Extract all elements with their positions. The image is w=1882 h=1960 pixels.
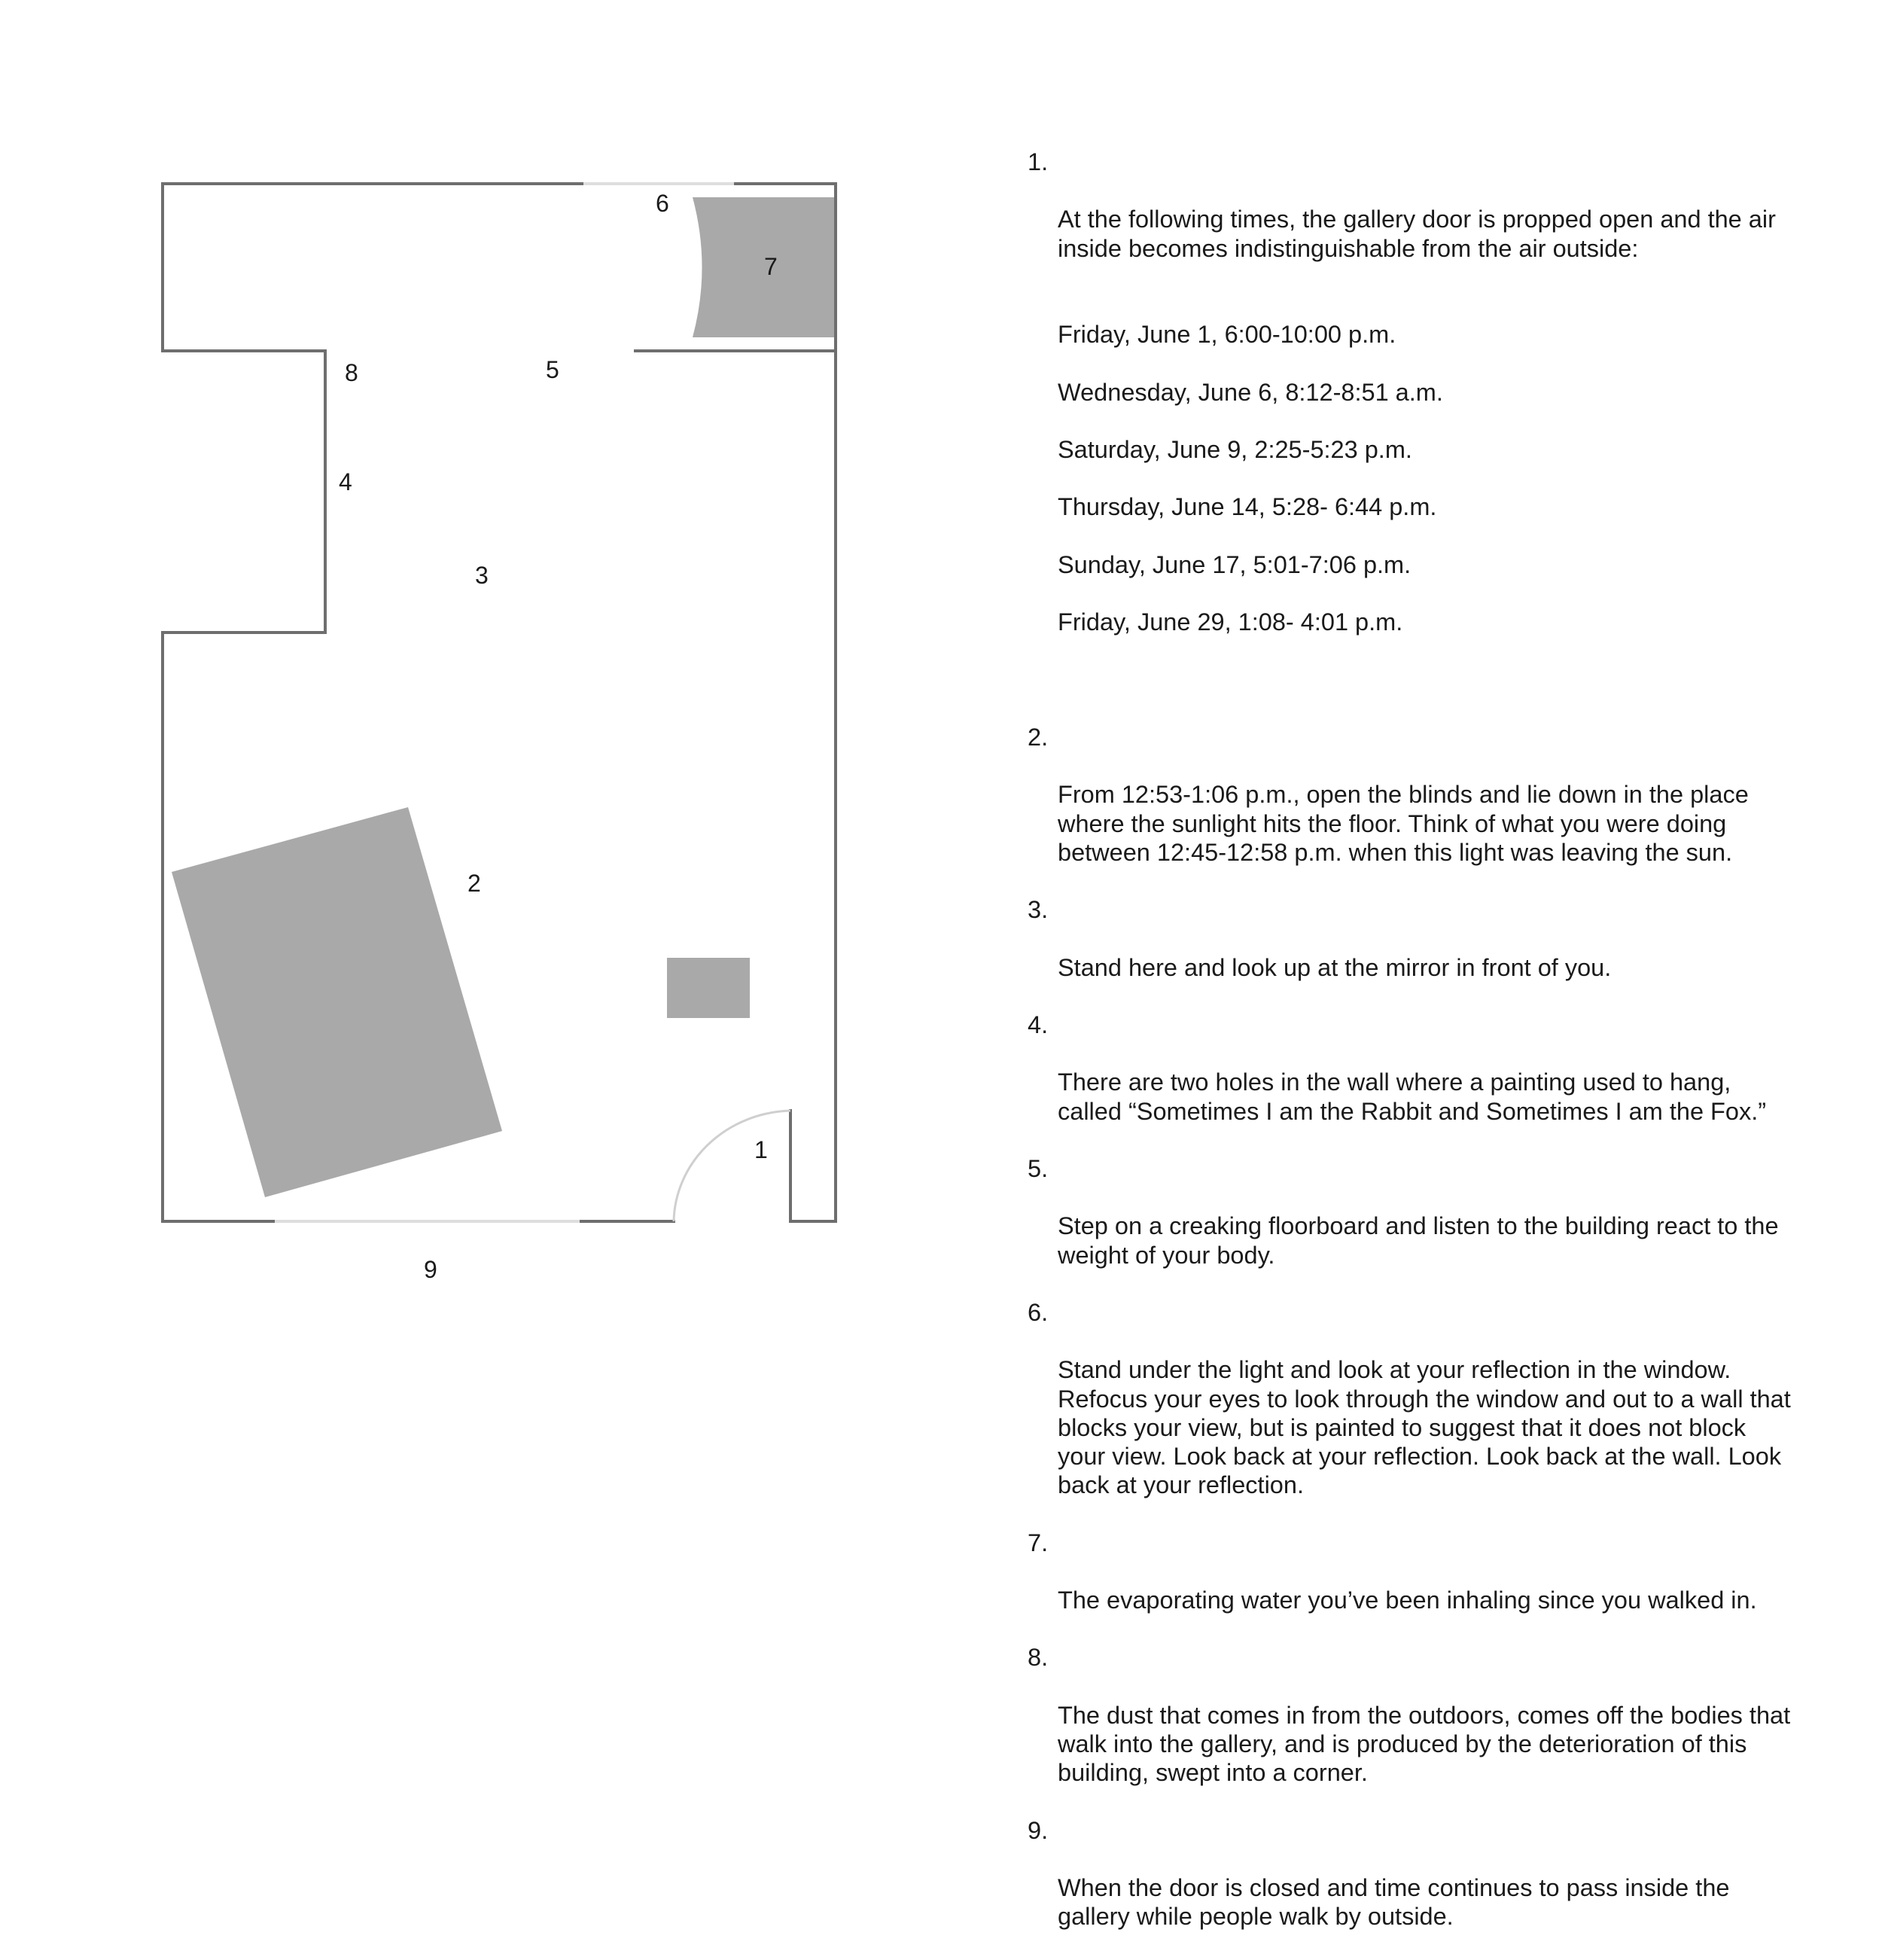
instruction-8 — [1028, 1643, 1795, 1787]
instruction-7 — [1028, 1529, 1795, 1615]
time-entry: Thursday, June 14, 5:28- 6:44 p.m. — [1058, 493, 1437, 521]
sunlight-patch — [172, 807, 502, 1197]
instruction-6 — [1028, 1298, 1795, 1499]
instruction-text: When the door is closed and time continues to pass inside the gallery while people walk by outside. — [1058, 1874, 1730, 1931]
instruction-text: Stand here and look up at the mirror in front of you. — [1058, 953, 1612, 981]
label-9: 9 — [424, 1256, 437, 1283]
instruction-number: 5. — [1028, 1155, 1049, 1183]
time-entry: Sunday, June 17, 5:01-7:06 p.m. — [1058, 550, 1412, 578]
label-1: 1 — [754, 1136, 768, 1163]
time-entry: Friday, June 1, 6:00-10:00 p.m. — [1058, 321, 1396, 349]
instruction-9 — [1028, 1816, 1795, 1931]
instruction-text: There are two holes in the wall where a painting used to hang, called “Sometimes I am the Rabbit and Sometimes I am the Fox.” — [1058, 1068, 1767, 1125]
instruction-1 — [1028, 148, 1795, 694]
instructions-list — [1028, 148, 1795, 1960]
instruction-5 — [1028, 1154, 1795, 1270]
instruction-3 — [1028, 895, 1795, 982]
open-door-times — [1058, 291, 1795, 666]
label-8: 8 — [345, 359, 358, 386]
instruction-text: At the following times, the gallery door is propped open and the air inside becomes indistinguishable from the air outside: — [1058, 206, 1776, 262]
instruction-number: 3. — [1028, 896, 1049, 924]
painted-wall-shape — [693, 197, 834, 337]
time-entry: Saturday, June 9, 2:25-5:23 p.m. — [1058, 436, 1412, 464]
time-entry: Friday, June 29, 1:08- 4:01 p.m. — [1058, 608, 1403, 636]
instruction-number: 1. — [1028, 148, 1049, 175]
label-3: 3 — [475, 562, 489, 589]
time-entry: Wednesday, June 6, 8:12-8:51 a.m. — [1058, 378, 1443, 406]
label-5: 5 — [546, 356, 559, 383]
instruction-text: Stand under the light and look at your reflection in the window. Refocus your eyes to look through the window and out to a wall that blocks your view, but is painted to suggest that it does not block your view. Look back at your reflection. Look back at the wall. Look back at your reflection. — [1058, 1356, 1791, 1499]
instruction-text: The evaporating water you’ve been inhaling since you walked in. — [1058, 1587, 1757, 1614]
door-swing-arc — [674, 1111, 790, 1221]
instruction-text: From 12:53-1:06 p.m., open the blinds and lie down in the place where the sunlight hits the floor. Think of what you were doing between 12:45-12:58 p.m. when this light was leaving the sun. — [1058, 781, 1749, 866]
instruction-number: 7. — [1028, 1529, 1049, 1556]
instruction-number: 2. — [1028, 724, 1049, 751]
label-7: 7 — [764, 253, 778, 280]
wall-top-left — [163, 184, 583, 351]
instruction-text: The dust that comes in from the outdoors, comes off the bodies that walk into the gallery, and is produced by the deterioration of this building, swept into a corner. — [1058, 1701, 1791, 1787]
gallery-floor-plan — [0, 0, 941, 1454]
small-floor-object — [667, 958, 750, 1018]
label-2: 2 — [467, 870, 481, 897]
instruction-number: 6. — [1028, 1299, 1049, 1327]
instruction-number: 8. — [1028, 1644, 1049, 1672]
instruction-2 — [1028, 723, 1795, 867]
label-6: 6 — [656, 190, 669, 217]
instruction-4 — [1028, 1010, 1795, 1126]
instruction-number: 9. — [1028, 1816, 1049, 1844]
instruction-text: Step on a creaking floorboard and listen to the building react to the weight of your body. — [1058, 1212, 1779, 1269]
label-4: 4 — [339, 468, 352, 495]
instruction-number: 4. — [1028, 1011, 1049, 1039]
